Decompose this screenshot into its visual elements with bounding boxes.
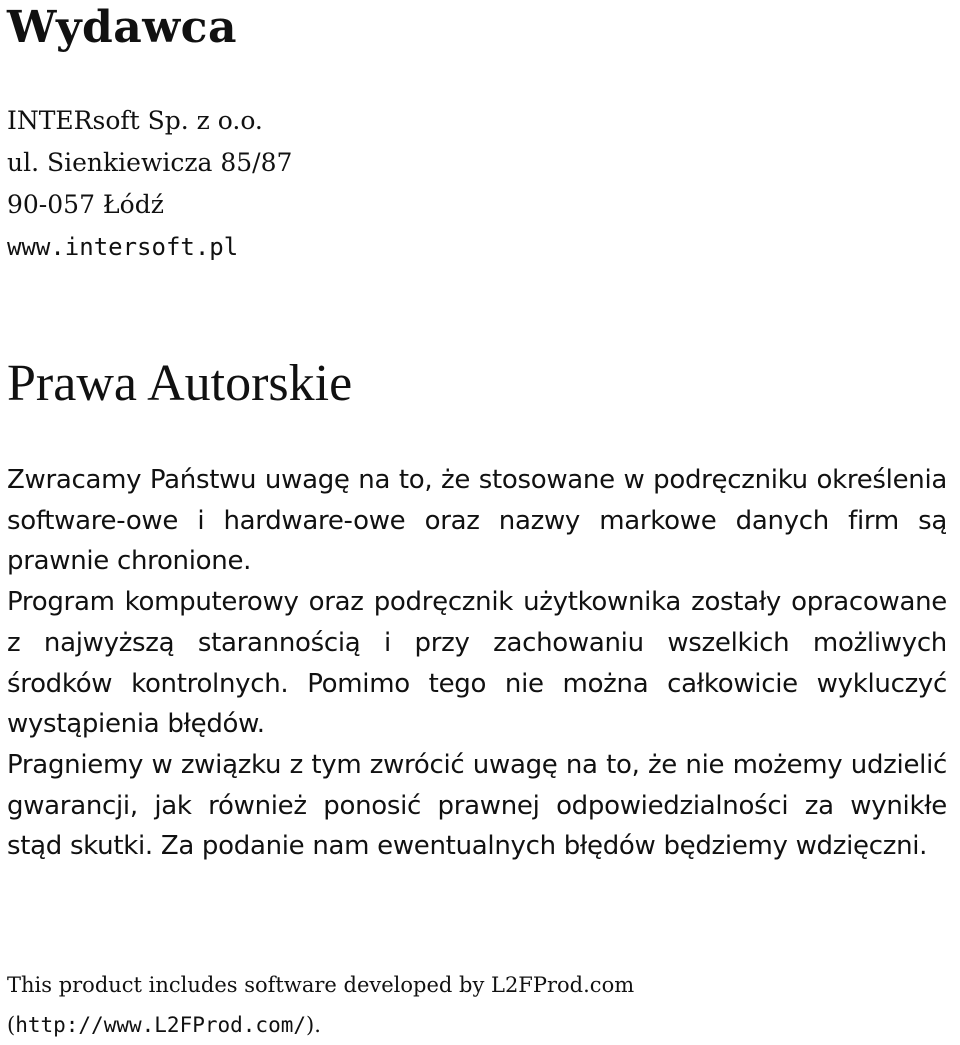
paren-open: ( [7,1013,16,1037]
paren-close: ). [306,1013,321,1037]
copyright-paragraph-3: Pragniemy w związku z tym zwrócić uwagę na to, że nie możemy udzielić gwarancji, jak również ponosić prawnej odpowiedzialności za wynikłe stąd skutki. Za podanie nam ewentualnych błędów będziemy wdzięczni. [7,749,947,862]
publisher-website: www.intersoft.pl [7,233,239,261]
license-url: http://www.L2FProd.com/ [15,1013,306,1037]
document-page [7,0,955,1037]
license-notice [7,965,634,1045]
copyright-heading: Prawa Autorskie [7,355,353,412]
publisher-street: ul. Sienkiewicza 85/87 [7,148,293,177]
publisher-company: INTERsoft Sp. z o.o. [7,106,263,135]
publisher-city: 90-057 Łódź [7,190,164,219]
copyright-paragraph-2: Program komputerowy oraz podręcznik użytkownika zostały opracowane z najwyższą starannością i przy zachowaniu wszelkich możliwych środków kontrolnych. Pomimo tego nie można całkowicie wykluczyć wystąpienia błędów. [7,587,947,740]
publisher-heading: Wydawca [7,2,237,53]
publisher-address [7,100,955,268]
license-notice-line: This product includes software developed by L2FProd.com [7,973,635,997]
license-notice-url-line [7,1005,634,1045]
copyright-text [7,460,947,867]
copyright-paragraph-1: Zwracamy Państwu uwagę na to, że stosowane w podręczniku określenia software-owe i hardware-owe oraz nazwy markowe danych firm są prawnie chronione. [7,465,947,577]
